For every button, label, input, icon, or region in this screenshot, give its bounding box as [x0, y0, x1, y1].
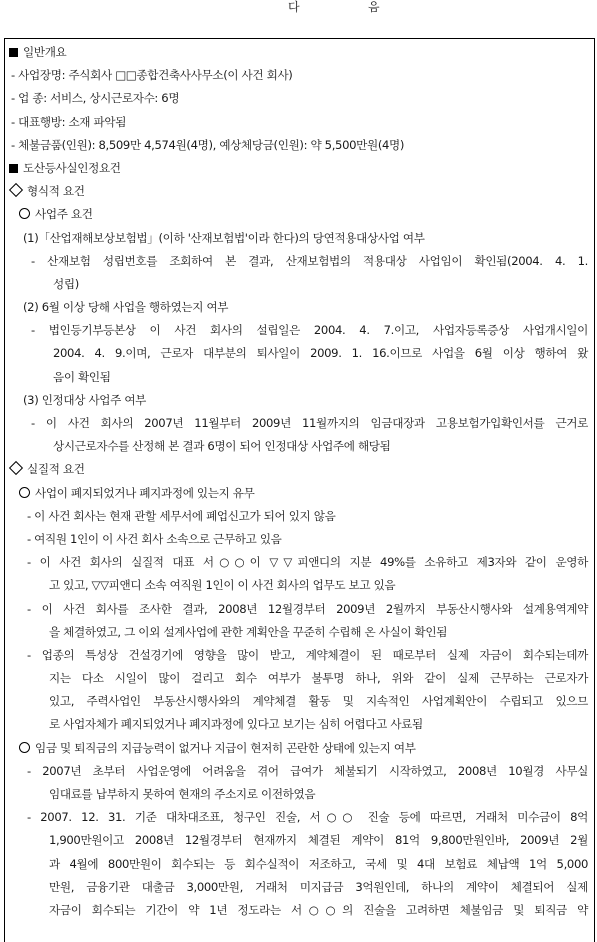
list-item: 상시근로자수를 산정해 본 결과 6명이 되어 인정대상 사업주에 해당됨 [53, 439, 391, 454]
list-item: - 대표행방: 소재 파악됨 [11, 114, 127, 129]
filled-square-bullet-icon [9, 164, 18, 173]
list-item: 과 4월에 800만원이 회수되는 등 회수실적이 저조하고, 국세 및 4대 보험료 체납액 1억 5,000 [49, 856, 588, 871]
list-item: 고 있고, ▽▽피앤디 소속 여직원 1인이 이 사건 회사의 업무도 보고 있음 [49, 578, 396, 593]
document-heading [0, 0, 597, 34]
subsection-payment-ability: 임금 및 퇴직금의 지급능력이 없거나 지급이 현저히 곤란한 상태에 있는지 여부 [5, 737, 594, 760]
list-item: 1,900만원이고 2008년 12월경부터 현재까지 체결된 계약이 81억 9,800만원인바, 2009년 2월 [49, 833, 588, 848]
list-item: - 법인등기부등본상 이 사건 회사의 설립일은 2004. 4. 7.이고, 사업자등록증상 사업개시일이 [31, 323, 588, 338]
circle-bullet-icon [19, 742, 30, 753]
list-item: - 2007년 초부터 사업운영에 어려움을 겪어 급여가 체불되기 시작하였고, 2008년 10월경 사무실 [27, 763, 588, 778]
list-item: 2004. 4. 9.이며, 근로자 대부분의 퇴사일이 2009. 1. 16.이므로 사업을 6월 이상 행하여 왔 [53, 346, 588, 361]
list-item: (3) 인정대상 사업주 여부 [23, 392, 147, 407]
list-item: - 이 사건 회사는 현재 관할 세무서에 폐업신고가 되어 있지 않음 [27, 508, 336, 523]
section-general: 일반개요 [5, 41, 594, 64]
list-item: - 업 종: 서비스, 상시근로자수: 6명 [11, 91, 180, 106]
section-approval: 도산등사실인정요건 [5, 157, 594, 180]
list-item: - 산재보험 성립번호를 조회하여 본 결과, 산재보험법의 적용대상 사업임이 확인됨(2004. 4. 1. [31, 253, 588, 268]
list-item: 성립) [53, 276, 79, 291]
heading-right-char: 음 [368, 0, 380, 14]
list-item: (2) 6월 이상 당해 사업을 행하였는지 여부 [23, 300, 229, 315]
circle-bullet-icon [19, 487, 30, 498]
diamond-bullet-icon [9, 461, 23, 475]
list-item: 지는 다소 시일이 많이 걸리고 회수 여부가 불투명 하나, 위와 같이 실제 근무하는 근로자가 [49, 671, 588, 686]
list-item: 을 체결하였고, 그 이외 설계사업에 관한 계획안을 꾸준히 수립해 온 사실이 확인됨 [49, 624, 448, 639]
list-item: 로 사업자체가 폐지되었거나 폐지과정에 있다고 보기는 심히 어렵다고 사료됨 [49, 717, 423, 732]
list-item: - 사업장명: 주식회사 □□종합건축사사무소(이 사건 회사) [11, 68, 293, 83]
list-item: 만원, 금융기관 대출금 3,000만원, 거래처 미지급금 3억원인데, 하나의 계약이 체결되어 실제 [49, 879, 588, 894]
document-frame [4, 38, 595, 942]
subsection-business-closure: 사업이 폐지되었거나 폐지과정에 있는지 유무 [5, 482, 594, 505]
subsection-employer: 사업주 요건 [5, 203, 594, 226]
list-item: - 체불금품(인원): 8,509만 4,574원(4명), 예상체당금(인원): 약 5,500만원(4명) [11, 137, 405, 152]
section-substantive: 실질적 요건 [5, 458, 594, 481]
list-item: 임대료를 납부하지 못하여 현재의 주소지로 이전하였음 [49, 787, 316, 801]
diamond-bullet-icon [9, 183, 23, 197]
list-item: - 이 사건 회사의 실질적 대표 서○○이 ▽▽피앤디의 지분 49%를 소유하고 제3자와 같이 운영하 [27, 555, 588, 570]
list-item: 자금이 회수되는 기간이 약 1년 정도라는 서○○의 진술을 고려하면 체불임금 및 퇴직금 약 [49, 902, 588, 917]
list-item: - 2007. 12. 31. 기준 대차대조표, 청구인 진술, 서○○ 진술 등에 따르면, 거래처 미수금이 8억 [27, 810, 588, 825]
filled-square-bullet-icon [9, 48, 18, 57]
section-formal: 형식적 요건 [5, 180, 594, 203]
list-item: 음이 확인됨 [53, 369, 111, 384]
list-item: - 이 사건 회사의 2007년 11월부터 2009년 11월까지의 임금대장과 고용보험가입확인서를 근거로 [31, 416, 588, 430]
circle-bullet-icon [19, 208, 30, 219]
list-item: (1)「산업재해보상보험법」(이하 '산재보험법'이라 한다)의 당연적용대상사업 여부 [23, 230, 425, 245]
list-item: - 이 사건 회사를 조사한 결과, 2008년 12월경부터 2009년 2월까지 부동산시행사와 설계용역계약 [27, 601, 588, 616]
heading-left-char: 다 [288, 0, 300, 14]
list-item: 있고, 주력사업인 부동산시행사와의 계약체결 활동 및 지속적인 사업계획안이 수립되고 있으므 [49, 694, 588, 709]
list-item: - 업종의 특성상 건설경기에 영향을 많이 받고, 계약체결이 된 때로부터 실제 자금이 회수되는데까 [27, 647, 588, 662]
list-item: - 여직원 1인이 이 사건 회사 소속으로 근무하고 있음 [27, 531, 282, 546]
